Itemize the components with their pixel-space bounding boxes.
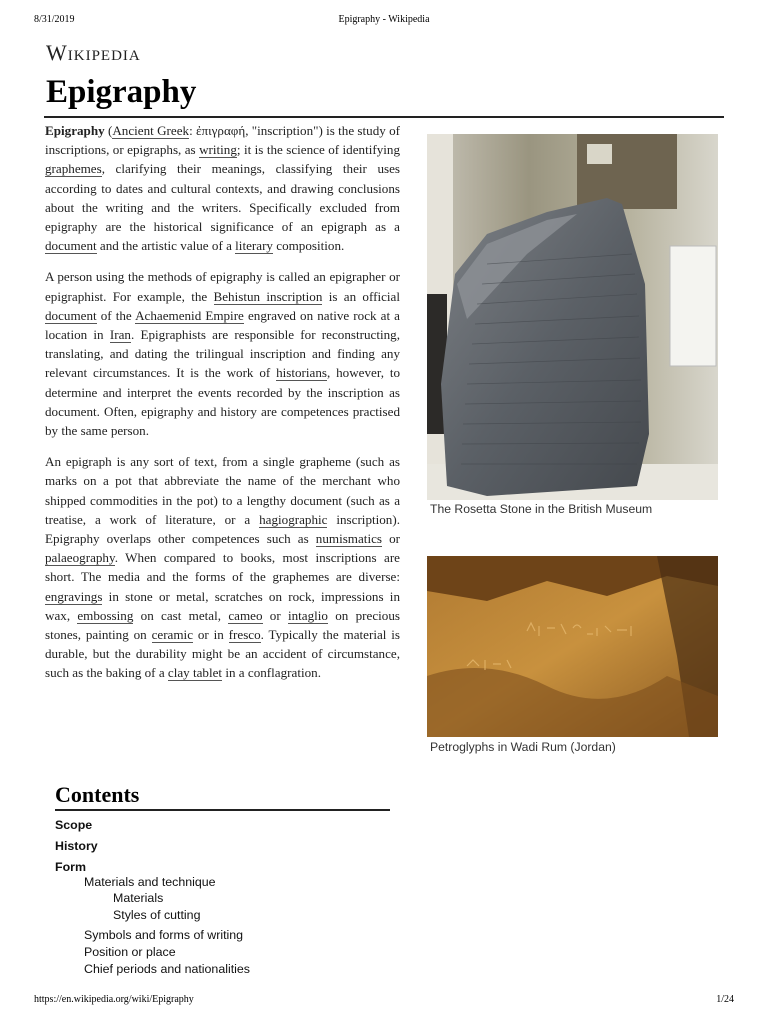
text-run: is an official (322, 288, 401, 304)
link-embossing[interactable]: embossing (77, 607, 134, 623)
term-bold: Epigraphy (45, 123, 105, 138)
link-intaglio[interactable]: intaglio (287, 607, 328, 623)
page-title: Epigraphy (46, 74, 197, 110)
paragraph-epigraph (45, 452, 400, 682)
link-hagiographic[interactable]: hagiographic (259, 511, 328, 527)
toc-item-chief-periods[interactable]: Chief periods and nationalities (84, 962, 251, 976)
article-body (45, 121, 400, 695)
link-ancient-greek[interactable]: Ancient Greek (112, 123, 190, 138)
petroglyphs-image[interactable] (427, 556, 718, 737)
print-url: https://en.wikipedia.org/wiki/Epigraphy (34, 994, 194, 1005)
text-run: , however, to determine and interpret the events recorded by the inscription as document. Often, epigraphy and history are competences practised by the same person. (45, 365, 400, 439)
toc-item-symbols-and-forms[interactable]: Symbols and forms of writing (84, 928, 244, 942)
toc-item-styles-of-cutting[interactable]: Styles of cutting (113, 908, 201, 922)
figure-caption: The Rosetta Stone in the British Museum (430, 502, 653, 516)
toc-item-position-or-place[interactable]: Position or place (84, 945, 176, 959)
link-iran[interactable]: Iran (109, 327, 131, 343)
text-run: composition. (272, 238, 345, 254)
link-achaemenid-empire[interactable]: Achaemenid Empire (135, 307, 244, 323)
paragraph-epigrapher (45, 267, 400, 440)
text-run: inscription). Epigraphy overlaps other competences such as (45, 511, 400, 547)
text-run: in a conflagration. (222, 665, 321, 681)
link-ceramic[interactable]: ceramic (151, 627, 194, 643)
print-date: 8/31/2019 (34, 14, 75, 25)
link-behistun-inscription[interactable]: Behistun inscription (213, 288, 323, 304)
toc-item-history[interactable]: History (55, 839, 98, 853)
text-run: engraved on native rock at a location in (45, 307, 400, 343)
link-historians[interactable]: historians (276, 365, 328, 381)
link-numismatics[interactable]: numismatics (315, 531, 382, 547)
text-run: on precious stones, painting on (45, 607, 400, 643)
link-clay-tablet[interactable]: clay tablet (167, 665, 223, 681)
text-run: or in (193, 627, 229, 643)
text-run: A person using the methods of epigraphy is called an epigrapher or epigraphist. For example, the (45, 269, 400, 304)
link-literary[interactable]: literary (235, 238, 273, 254)
text-run: of the (96, 307, 136, 323)
toc-item-scope[interactable]: Scope (55, 818, 93, 832)
link-cameo[interactable]: cameo (228, 607, 263, 623)
text-run: in stone or metal, scratches on rock, impressions in wax, (45, 588, 400, 623)
link-writing[interactable]: writing (199, 142, 237, 158)
link-fresco[interactable]: fresco (228, 627, 261, 643)
link-engravings[interactable]: engravings (45, 588, 103, 604)
print-page-title: Epigraphy - Wikipedia (338, 14, 430, 25)
wikipedia-logo[interactable]: Wikipedia (46, 40, 141, 65)
toc-item-materials-and-technique[interactable]: Materials and technique (84, 875, 216, 889)
text-run: An epigraph is any sort of text, from a single grapheme (such as marks on a pot that abbreviate the name of the merchant who shipped commodities in the pot) to a lengthy document (such as a treatise, a work of literature, or a (45, 454, 400, 527)
text-run: . Epigraphists are responsible for reconstructing, translating, and dating the trilingual inscription and finding any relevant circumstances. It is the work of (45, 327, 400, 381)
toc-item-materials[interactable]: Materials (113, 891, 164, 905)
text-run: ( (104, 123, 113, 138)
contents-heading: Contents (55, 782, 140, 807)
link-graphemes[interactable]: graphemes (45, 161, 102, 177)
text-run: . When compared to books, most inscriptions are short. The media and the forms of the graphemes are diverse: (45, 550, 400, 585)
print-page-number: 1/24 (716, 994, 734, 1005)
contents-divider (55, 809, 390, 811)
rosetta-stone-image[interactable] (427, 134, 718, 500)
text-run: ; it is the science of identifying (236, 142, 400, 158)
title-divider (44, 116, 724, 118)
text-run: on cast metal, (133, 607, 229, 623)
text-run: : ἐπιγραφή, "inscription") is the study of inscriptions, or epigraphs, as (45, 123, 400, 158)
toc-item-form[interactable]: Form (55, 860, 86, 874)
text-run: or (382, 531, 400, 547)
link-palaeography[interactable]: palaeography (45, 550, 115, 566)
link-document-2[interactable]: document (45, 307, 97, 323)
figure-caption: Petroglyphs in Wadi Rum (Jordan) (430, 740, 616, 754)
text-run: or (262, 607, 288, 623)
paragraph-intro (45, 121, 400, 255)
text-run: and the artistic value of a (96, 238, 236, 254)
link-document[interactable]: document (45, 238, 97, 254)
text-run: . Typically the material is durable, but the durability might be an accident of circumstance, such as the baking of a (45, 627, 400, 681)
text-run: , clarifying their meanings, classifying their uses according to dates and cultural contexts, and drawing conclusions about the writing and the writers. Specifically excluded from epigraphy are the historical significance of an epigraph as a (45, 161, 400, 235)
